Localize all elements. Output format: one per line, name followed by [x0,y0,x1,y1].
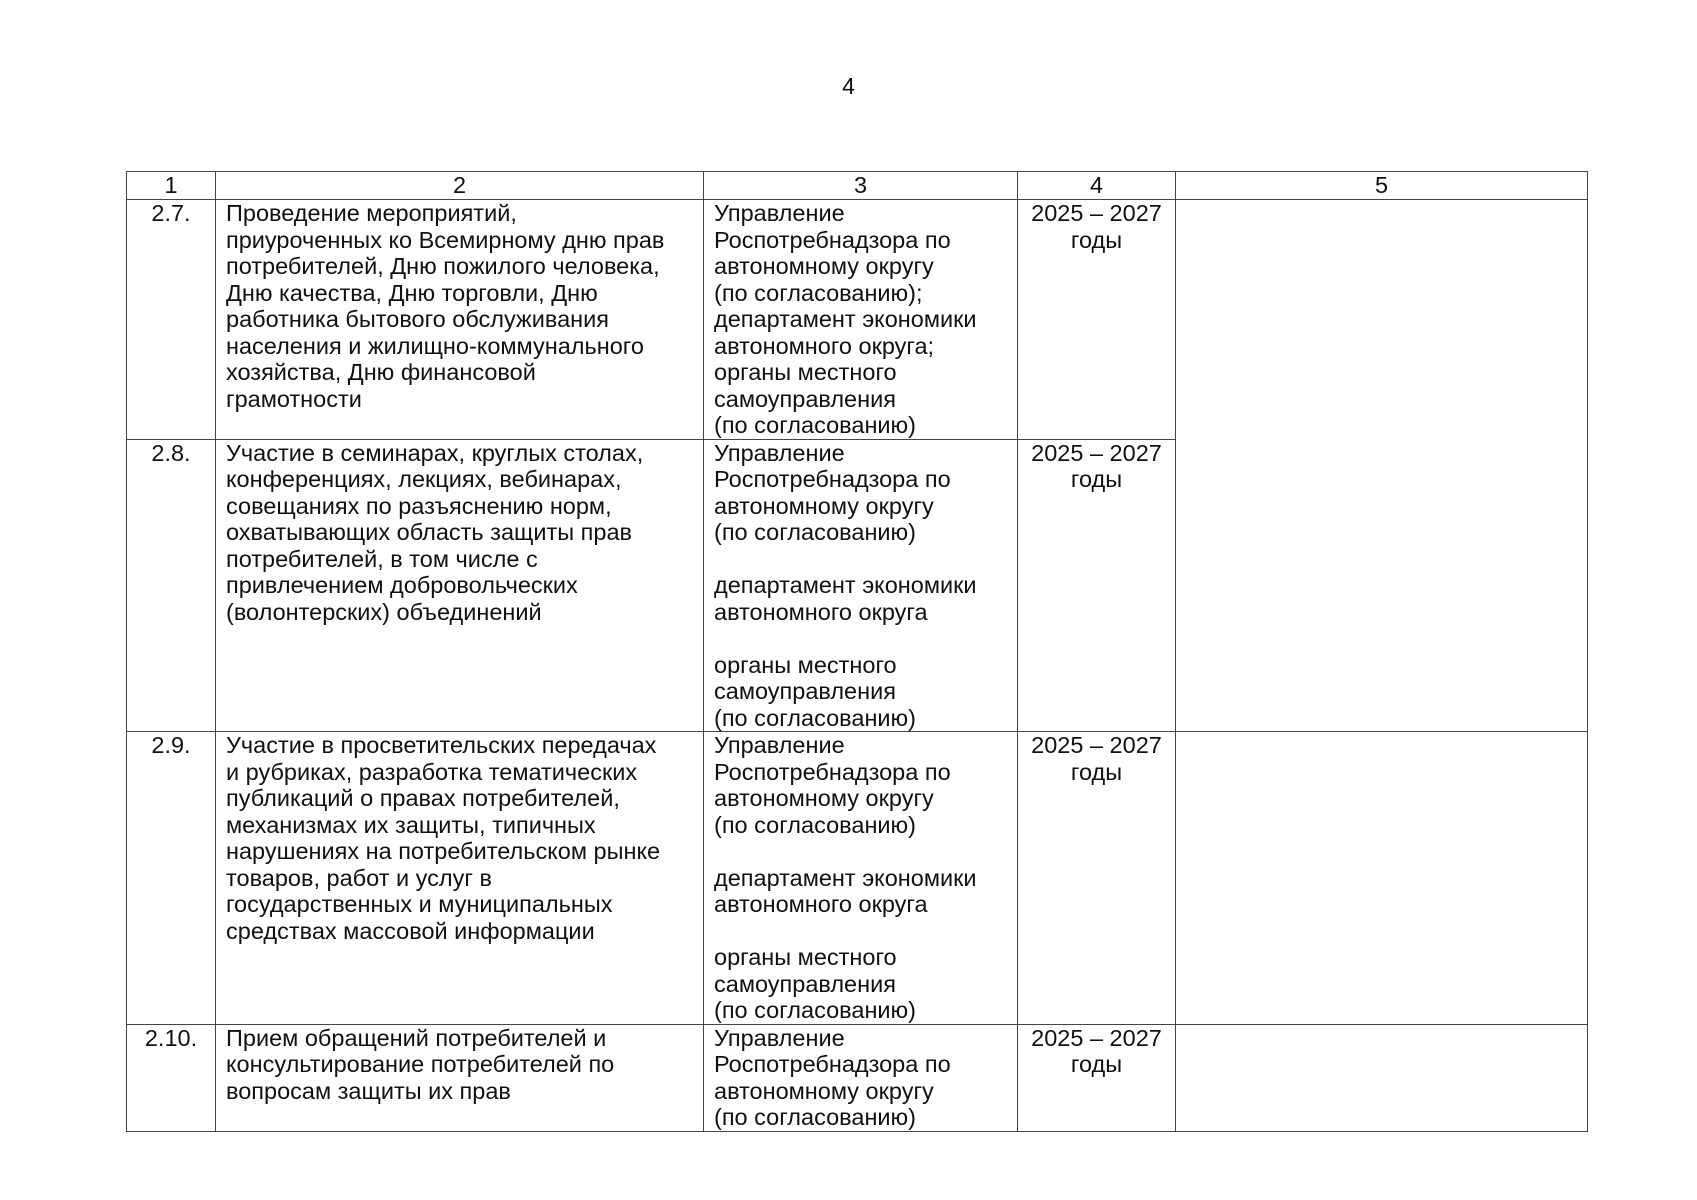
column-header: 3 [704,172,1018,200]
activity-cell: Участие в семинарах, круглых столах, конференциях, лекциях, вебинарах, совещаниях по разъяснению норм, охватывающих область защиты прав потребителей, в том числе с привлечением добровольческих (волонтерских) объединений [216,439,704,732]
measures-table [126,171,1588,1132]
responsible-cell: Управление Роспотребнадзора по автономному округу (по согласованию) департамент экономики автономного округа органы местного самоуправления (по согласованию) [704,439,1018,732]
period-cell: 2025 – 2027 годы [1018,200,1176,440]
table-row [127,1024,1588,1131]
table-row [127,200,1588,440]
result-cell [1176,732,1588,1025]
column-header: 2 [216,172,704,200]
activity-cell: Проведение мероприятий, приуроченных ко Всемирному дню прав потребителей, Дню пожилого человека, Дню качества, Дню торговли, Дню работника бытового обслуживания населения и жилищно-коммунального хозяйства, Дню финансовой грамотности [216,200,704,440]
column-header: 4 [1018,172,1176,200]
responsible-cell: Управление Роспотребнадзора по автономному округу (по согласованию) [704,1024,1018,1131]
period-cell: 2025 – 2027 годы [1018,439,1176,732]
table-header-row [127,172,1588,200]
row-number: 2.7. [127,200,216,440]
activity-cell: Прием обращений потребителей и консультирование потребителей по вопросам защиты их прав [216,1024,704,1131]
table-row [127,732,1588,1025]
page-number: 4 [842,73,855,99]
responsible-cell: Управление Роспотребнадзора по автономному округу (по согласованию) департамент экономики автономного округа органы местного самоуправления (по согласованию) [704,732,1018,1025]
result-cell [1176,200,1588,440]
table-row [127,439,1588,732]
row-number: 2.9. [127,732,216,1025]
activity-cell: Участие в просветительских передачах и рубриках, разработка тематических публикаций о правах потребителей, механизмах их защиты, типичных нарушениях на потребительском рынке товаров, работ и услуг в государственных и муниципальных средствах массовой информации [216,732,704,1025]
column-header: 5 [1176,172,1588,200]
row-number: 2.10. [127,1024,216,1131]
row-number: 2.8. [127,439,216,732]
result-cell [1176,1024,1588,1131]
period-cell: 2025 – 2027 годы [1018,1024,1176,1131]
responsible-cell: Управление Роспотребнадзора по автономному округу (по согласованию); департамент экономики автономного округа; органы местного самоуправления (по согласованию) [704,200,1018,440]
result-cell [1176,439,1588,732]
column-header: 1 [127,172,216,200]
period-cell: 2025 – 2027 годы [1018,732,1176,1025]
